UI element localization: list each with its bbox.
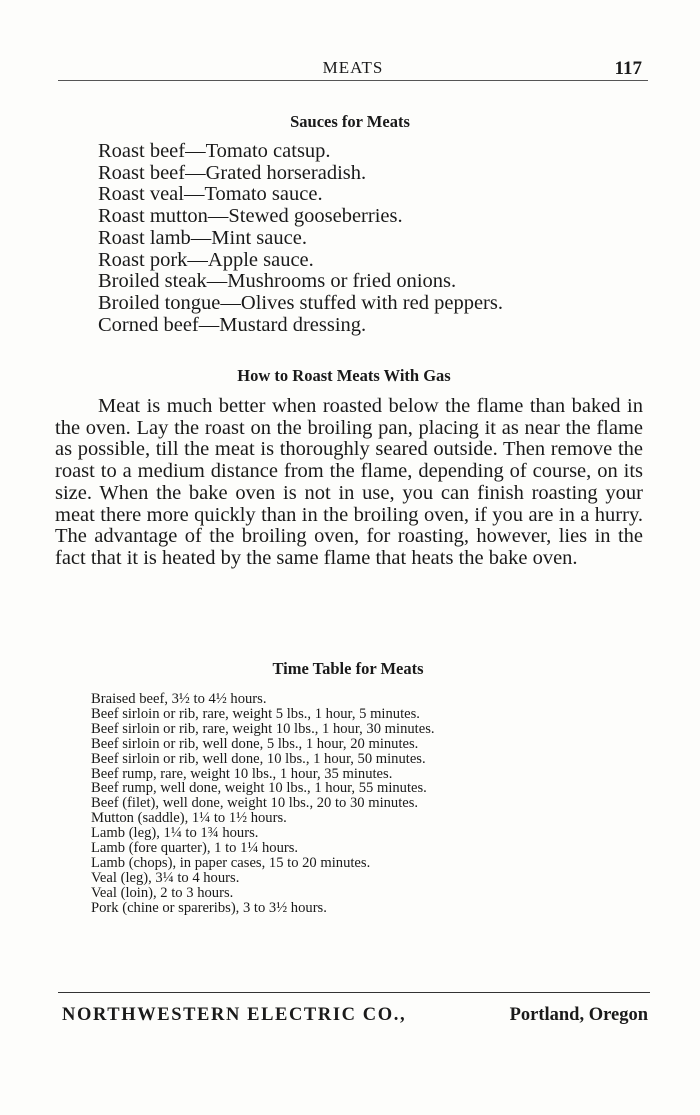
time-table-item: Pork (chine or spareribs), 3 to 3½ hours.: [91, 899, 327, 916]
roasting-heading: How to Roast Meats With Gas: [237, 366, 451, 385]
time-table-item: Veal (leg), 3¼ to 4 hours.: [91, 869, 240, 886]
footer-company: NORTHWESTERN ELECTRIC CO.,: [62, 1005, 407, 1025]
sauce-item: Roast mutton—Stewed gooseberries.: [98, 205, 403, 228]
sauce-item: Roast veal—Tomato sauce.: [98, 183, 323, 206]
header-rule: [58, 80, 648, 81]
sauce-item: Roast beef—Grated horseradish.: [98, 161, 367, 184]
time-table-item: Beef sirloin or rib, well done, 5 lbs., 1 hour, 20 minutes.: [91, 735, 419, 752]
time-table-list: [91, 692, 435, 916]
time-table-heading: Time Table for Meats: [272, 659, 424, 678]
time-table-item: Lamb (fore quarter), 1 to 1¼ hours.: [91, 840, 299, 857]
time-table-item: Veal (loin), 2 to 3 hours.: [91, 884, 234, 901]
time-table-item: Beef rump, rare, weight 10 lbs., 1 hour, 35 minutes.: [91, 765, 393, 782]
time-table-item: Lamb (leg), 1¼ to 1¾ hours.: [91, 825, 259, 842]
sauce-item: Roast pork—Apple sauce.: [98, 248, 314, 271]
footer: [62, 1005, 648, 1031]
running-head: [58, 58, 648, 80]
sauce-item: Corned beef—Mustard dressing.: [98, 313, 367, 336]
time-table-item: Lamb (chops), in paper cases, 15 to 20 minutes.: [91, 854, 371, 871]
roasting-paragraph: Meat is much better when roasted below the flame than baked in the oven. Lay the roast on the broiling pan, placing it as near the flame as possible, till the meat is thoroughly seared outside. Then remove the roast to a medium distance from the flame, depending of course, on its size. When the bake oven is not in use, you can finish roasting your meat there more quickly than in the broiling oven, if you are in a hurry. The advantage of the broiling oven, for roasting, however, lies in the fact that it is heated by the same flame that heats the bake oven.: [55, 395, 643, 569]
time-table-item: Mutton (saddle), 1¼ to 1½ hours.: [91, 810, 287, 827]
time-table-item: Beef (filet), well done, weight 10 lbs., 20 to 30 minutes.: [91, 795, 419, 812]
footer-location: Portland, Oregon: [509, 1005, 648, 1025]
time-table-item: Braised beef, 3½ to 4½ hours.: [91, 691, 267, 707]
sauce-list: [98, 141, 503, 336]
page-number: 117: [614, 58, 642, 79]
footer-rule: [58, 992, 650, 993]
running-title: MEATS: [322, 58, 384, 77]
sauces-heading: Sauces for Meats: [290, 112, 410, 131]
time-table-item: Beef sirloin or rib, rare, weight 10 lbs., 1 hour, 30 minutes.: [91, 720, 435, 737]
time-table-item: Beef rump, well done, weight 10 lbs., 1 hour, 55 minutes.: [91, 780, 427, 797]
time-table-item: Beef sirloin or rib, rare, weight 5 lbs., 1 hour, 5 minutes.: [91, 705, 420, 722]
sauce-item: Broiled tongue—Olives stuffed with red peppers.: [98, 291, 503, 314]
sauce-item: Roast beef—Tomato catsup.: [98, 140, 331, 162]
sauce-item: Broiled steak—Mushrooms or fried onions.: [98, 270, 457, 293]
time-table-item: Beef sirloin or rib, well done, 10 lbs., 1 hour, 50 minutes.: [91, 750, 426, 767]
sauce-item: Roast lamb—Mint sauce.: [98, 226, 307, 249]
